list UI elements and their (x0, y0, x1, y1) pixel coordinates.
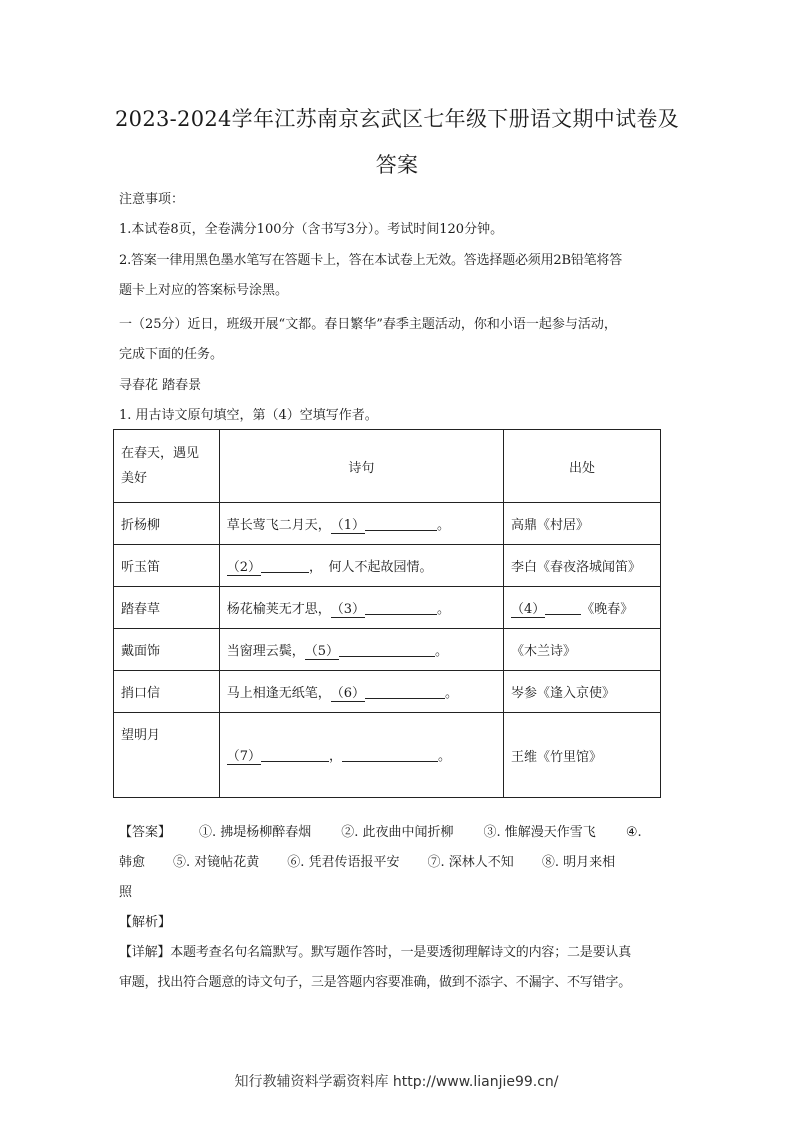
row-theme: 踏春草 (114, 587, 220, 629)
table-row (114, 713, 661, 798)
row-verse: （2） ， 何人不起故园情。 (219, 545, 503, 587)
answer-item: ⑥. 凭君传语报平安 (287, 855, 400, 870)
section-1-intro-line-1: 一（25分）近日，班级开展“文都。春日繁华”春季主题活动，你和小语一起参与活动， (119, 317, 617, 332)
row-verse: （7） ， 。 (219, 713, 503, 798)
blank-6: （6） (330, 685, 365, 701)
row-theme: 听玉笛 (114, 545, 220, 587)
table-row (114, 671, 661, 713)
notice-item-2-line-1: 2.答案一律用黑色墨水笔写在答题卡上，答在本试卷上无效。答选择题必须用2B铅笔将答 (119, 253, 623, 268)
row-source: 李白《春夜洛城闻笛》 (503, 545, 660, 587)
blank-1: （1） (330, 517, 365, 533)
row-source: （4） 《晚春》 (503, 587, 660, 629)
document-title (112, 96, 682, 188)
row-verse: 当窗理云鬓，（5） 。 (219, 629, 503, 671)
detail-line-2: 审题，找出符合题意的诗文句子，三是答题内容要准确，做到不添字、不漏字、不写错字。 (119, 975, 632, 990)
detail-line-1: 【详解】本题考查名句名篇默写。默写题作答时，一是要透彻理解诗文的内容；二是要认真 (119, 945, 632, 960)
row-theme: 捎口信 (114, 671, 220, 713)
answer-item: ④. (625, 825, 642, 840)
row-theme: 戴面饰 (114, 629, 220, 671)
subsection-title: 寻春花 踏春景 (119, 378, 202, 393)
blank-3: （3） (330, 601, 365, 617)
answer-item: ③. 惟解漫天作雪飞 (483, 825, 596, 840)
answer-item: ⑤. 对镜帖花黄 (173, 855, 260, 870)
notice-item-1: 1.本试卷8页，全卷满分100分（含书写3分）。考试时间120分钟。 (119, 222, 504, 237)
table-row (114, 545, 661, 587)
footer-watermark: 知行教辅资料学霸资料库 http://www.lianjie99.cn/ (234, 1074, 559, 1090)
row-verse: 草长莺飞二月天，（1） 。 (219, 503, 503, 545)
row-theme: 望明月 (114, 713, 220, 798)
table-row (114, 587, 661, 629)
answer-block (119, 818, 679, 998)
section-1-intro-line-2: 完成下面的任务。 (119, 347, 224, 362)
notice-item-2-line-2: 题卡上对应的答案标号涂黑。 (119, 283, 289, 298)
row-source: 王维《竹里馆》 (503, 713, 660, 798)
table-row (114, 629, 661, 671)
row-source: 岑参《逢入京使》 (503, 671, 660, 713)
row-verse: 马上相逢无纸笔，（6） 。 (219, 671, 503, 713)
header-source: 出处 (503, 430, 660, 503)
header-verse: 诗句 (219, 430, 503, 503)
row-source: 《木兰诗》 (503, 629, 660, 671)
title-line-2: 答案 (375, 153, 419, 177)
blank-7: （7） (226, 749, 261, 764)
blank-4: （4） (510, 601, 546, 617)
answer-item: ⑧. 明月来相 (541, 855, 616, 870)
row-verse: 杨花榆荚无才思，（3） 。 (219, 587, 503, 629)
row-source: 高鼎《村居》 (503, 503, 660, 545)
notice-heading: 注意事项： (119, 192, 185, 207)
answer-label: 【答案】 (119, 825, 172, 840)
answer-item: 韩愈 (119, 855, 146, 870)
blank-5: （5） (304, 643, 339, 659)
blank-2: （2） (226, 559, 261, 575)
question-1: 1. 用古诗文原句填空，第（4）空填写作者。 (119, 408, 378, 423)
poem-table (113, 429, 661, 798)
row-theme: 折杨柳 (114, 503, 220, 545)
answer-item: 照 (119, 885, 133, 900)
answer-item: ⑦. 深林人不知 (427, 855, 514, 870)
answer-item: ②. 此夜曲中闻折柳 (341, 825, 454, 840)
header-theme: 在春天，遇见 美好 (114, 430, 220, 503)
answer-item: ①. 拂堤杨柳醉春烟 (199, 825, 312, 840)
table-row (114, 503, 661, 545)
table-header-row (114, 430, 661, 503)
analysis-label: 【解析】 (119, 915, 172, 930)
title-line-1: 2023-2024学年江苏南京玄武区七年级下册语文期中试卷及 (115, 107, 679, 131)
